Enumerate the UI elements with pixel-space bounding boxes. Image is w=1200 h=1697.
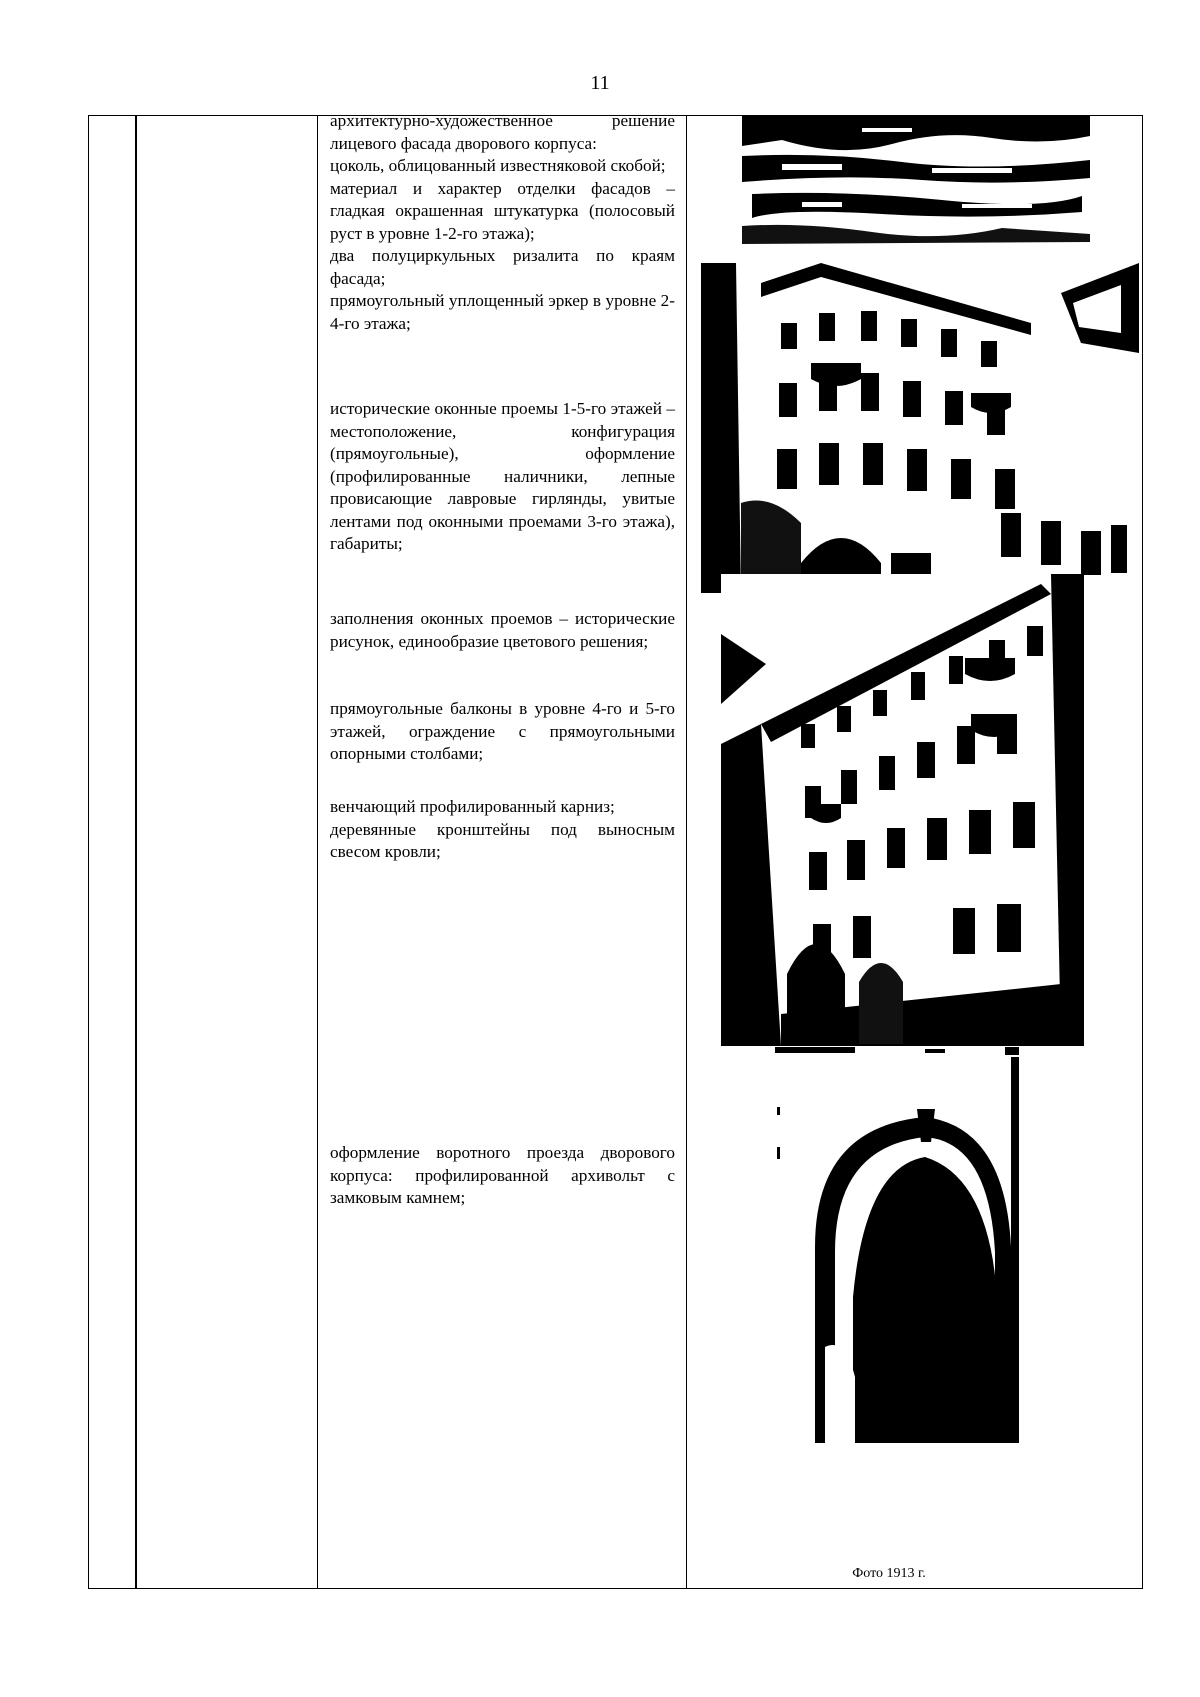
- text-line: оформление воротного проезда дворового корпуса: профилированной архивольт с замковым камнем;: [330, 1143, 675, 1207]
- text-line: прямоугольный уплощенный эркер в уровне 2-4-го этажа;: [330, 291, 675, 333]
- photo-plinth-strip-icon: [742, 116, 1090, 253]
- photo-caption: Фото 1913 г.: [852, 1566, 926, 1581]
- facade-upward-view-photo-1: [701, 263, 1139, 593]
- photo-column: [687, 116, 1143, 1588]
- text-line: два полуциркульных ризалита по краям фасада;: [330, 246, 675, 288]
- facade-upward-view-photo-2: [721, 574, 1084, 1046]
- text-line: деревянные кронштейны под выносным свесом кровли;: [330, 819, 675, 861]
- page-number: 11: [590, 72, 610, 94]
- table-column-divider: [317, 116, 318, 1588]
- text-line: заполнения оконных проемов – исторические рисунок, единообразие цветового решения;: [330, 609, 675, 651]
- text-line: исторические оконные проемы 1-5-го этажей – местоположение, конфигурация (прямоугольные), оформление (профилированные наличники, лепные провисающие лавровые гирлянды, увитые лентами под оконными проемами 3-го этажа), габариты;: [330, 399, 675, 553]
- text-block-balconies: [330, 698, 675, 766]
- gateway-arch-photo: [775, 1047, 1019, 1443]
- text-block-cornice: [330, 796, 675, 864]
- facade-top-strip-photo: [742, 116, 1090, 253]
- text-line: венчающий профилированный карниз;: [330, 797, 615, 816]
- text-block-courtyard-facade: [330, 110, 675, 335]
- table-column-divider: [135, 116, 137, 1588]
- text-line: цоколь, облицованный известняковой скобой;: [330, 156, 666, 175]
- attributes-table: [88, 111, 1143, 1589]
- text-block-windows: [330, 398, 675, 556]
- photo-building-icon: [701, 263, 1139, 593]
- text-line: материал и характер отделки фасадов – гладкая окрашенная штукатурка (полосовый руст в уровне 1-2-го этажа);: [330, 178, 675, 243]
- text-block-window-fill: [330, 608, 675, 653]
- text-line: архитектурно-художественное решение лицевого фасада дворового корпуса:: [330, 111, 675, 153]
- photo-building-icon: [721, 574, 1084, 1046]
- photo-arch-icon: [775, 1047, 1019, 1443]
- text-line: прямоугольные балконы в уровне 4-го и 5-го этажей, ограждение с прямоугольными опорными столбами;: [330, 699, 675, 763]
- text-block-gateway: [330, 1142, 675, 1210]
